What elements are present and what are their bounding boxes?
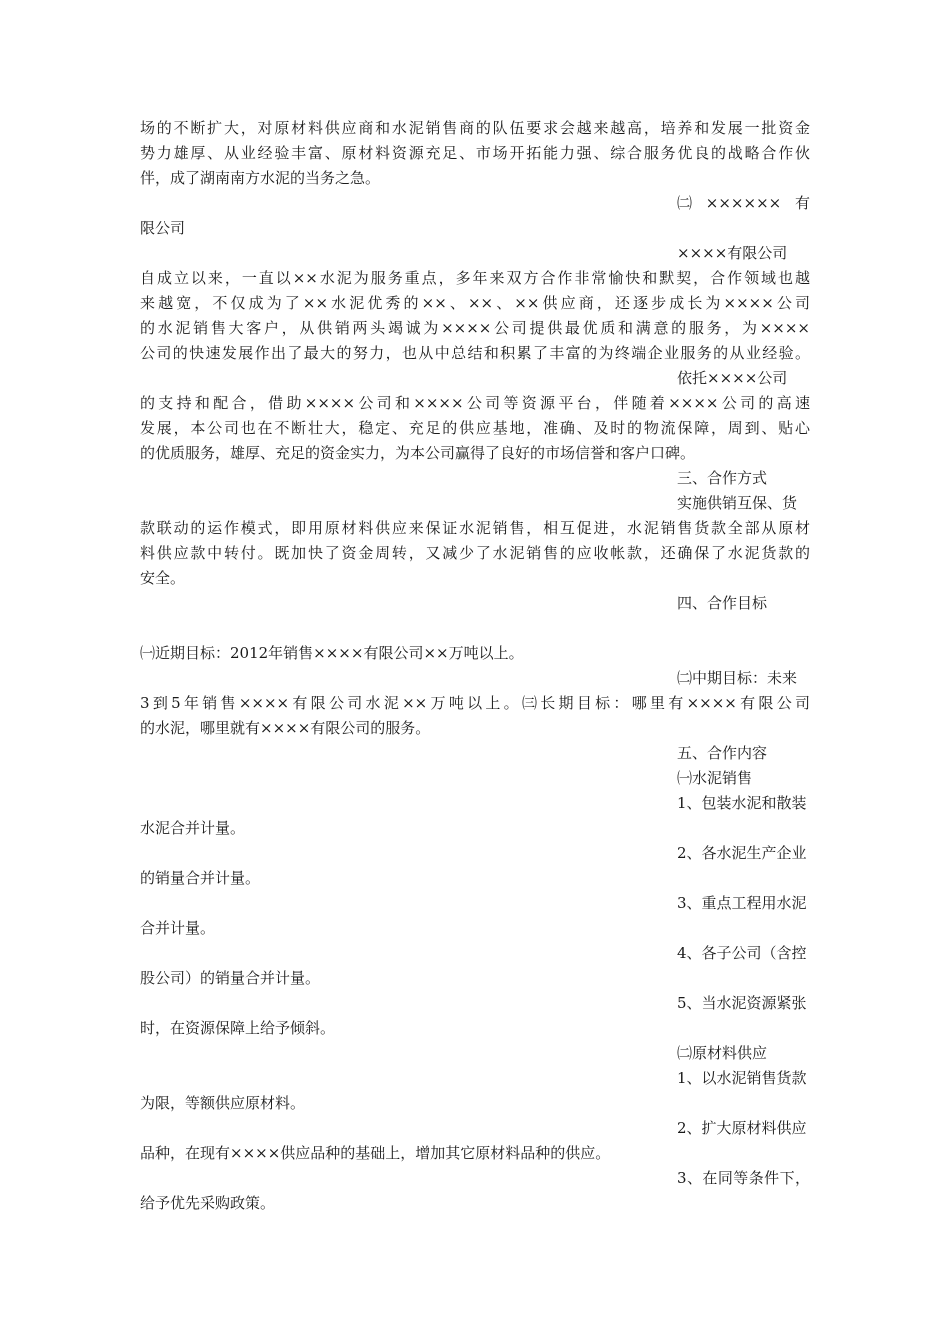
paragraph-line: 来越宽，不仅成为了××水泥优秀的××、××、××供应商，还逐步成长为××××公司 bbox=[140, 294, 810, 312]
list-item-continuation: 的销量合并计量。 bbox=[140, 869, 261, 887]
paragraph-line: 限公司 bbox=[140, 219, 186, 237]
list-item-continuation: 品种，在现有××××供应品种的基础上，增加其它原材料品种的供应。 bbox=[140, 1144, 611, 1162]
paragraph-line: 3到5年销售××××有限公司水泥××万吨以上。㈢长期目标：哪里有××××有限公司 bbox=[140, 694, 810, 712]
list-item: 2、各水泥生产企业 bbox=[677, 844, 807, 862]
subsection-heading: ㈡原材料供应 bbox=[677, 1044, 768, 1062]
list-item: 5、当水泥资源紧张 bbox=[677, 994, 807, 1012]
subsection-heading: ㈠水泥销售 bbox=[677, 769, 753, 787]
list-item: 2、扩大原材料供应 bbox=[677, 1119, 807, 1137]
list-item-continuation: 合并计量。 bbox=[140, 919, 216, 937]
paragraph-line: ㈠近期目标：2012年销售××××有限公司××万吨以上。 bbox=[140, 644, 524, 662]
paragraph-line: 依托××××公司 bbox=[677, 369, 788, 387]
list-item-continuation: 股公司）的销量合并计量。 bbox=[140, 969, 321, 987]
paragraph-line: 实施供销互保、货 bbox=[677, 494, 798, 512]
paragraph-line: 的水泥，哪里就有××××有限公司的服务。 bbox=[140, 719, 431, 737]
section-heading: 五、合作内容 bbox=[677, 744, 768, 762]
paragraph-line: 的支持和配合，借助××××公司和××××公司等资源平台，伴随着××××公司的高速 bbox=[140, 394, 810, 412]
list-item: 3、在同等条件下， bbox=[677, 1169, 810, 1187]
section-heading: ㈡××××××有 bbox=[677, 194, 810, 212]
paragraph-line: ㈡中期目标：未来 bbox=[677, 669, 798, 687]
paragraph-line: 安全。 bbox=[140, 569, 186, 587]
paragraph-line: 势力雄厚、从业经验丰富、原材料资源充足、市场开拓能力强、综合服务优良的战略合作伙 bbox=[140, 144, 810, 162]
section-heading: 四、合作目标 bbox=[677, 594, 768, 612]
section-heading: 三、合作方式 bbox=[677, 469, 768, 487]
list-item-continuation: 给予优先采购政策。 bbox=[140, 1194, 276, 1212]
list-item-continuation: 时，在资源保障上给予倾斜。 bbox=[140, 1019, 336, 1037]
list-item-continuation: 水泥合并计量。 bbox=[140, 819, 246, 837]
paragraph-line: 发展，本公司也在不断壮大，稳定、充足的供应基地，准确、及时的物流保障，周到、贴心 bbox=[140, 419, 810, 437]
paragraph-line: 款联动的运作模式，即用原材料供应来保证水泥销售，相互促进，水泥销售货款全部从原材 bbox=[140, 519, 810, 537]
paragraph-line: 公司的快速发展作出了最大的努力，也从中总结和积累了丰富的为终端企业服务的从业经验。 bbox=[140, 344, 810, 362]
list-item: 3、重点工程用水泥 bbox=[677, 894, 807, 912]
paragraph-line: 自成立以来，一直以××水泥为服务重点，多年来双方合作非常愉快和默契，合作领域也越 bbox=[140, 269, 810, 287]
paragraph-line: 场的不断扩大，对原材料供应商和水泥销售商的队伍要求会越来越高，培养和发展一批资金 bbox=[140, 119, 810, 137]
list-item: 1、包装水泥和散装 bbox=[677, 794, 807, 812]
list-item-continuation: 为限，等额供应原材料。 bbox=[140, 1094, 306, 1112]
paragraph-line: 的优质服务，雄厚、充足的资金实力，为本公司赢得了良好的市场信誉和客户口碑。 bbox=[140, 444, 696, 462]
list-item: 1、以水泥销售货款 bbox=[677, 1069, 807, 1087]
paragraph-line: 的水泥销售大客户，从供销两头竭诚为××××公司提供最优质和满意的服务，为×××× bbox=[140, 319, 810, 337]
paragraph-line: 伴，成了湖南南方水泥的当务之急。 bbox=[140, 169, 381, 187]
paragraph-line: 料供应款中转付。既加快了资金周转，又减少了水泥销售的应收帐款，还确保了水泥货款的 bbox=[140, 544, 810, 562]
list-item: 4、各子公司（含控 bbox=[677, 944, 807, 962]
paragraph-line: ××××有限公司 bbox=[677, 244, 788, 262]
